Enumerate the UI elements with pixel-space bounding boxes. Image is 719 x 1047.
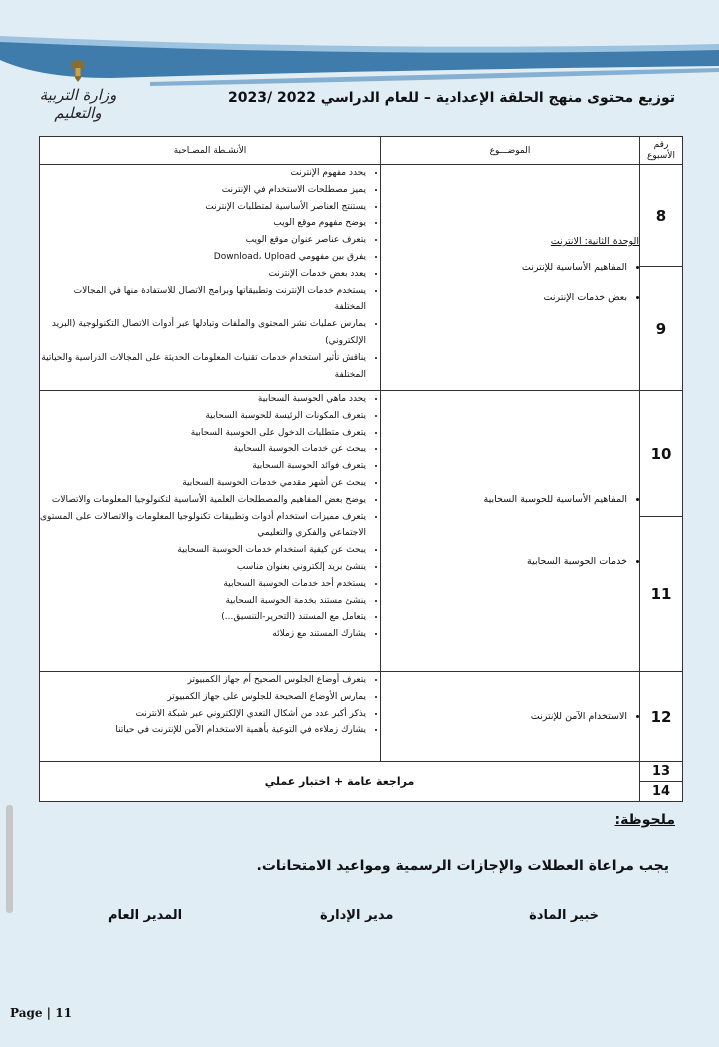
activity-item: • يبحث عن خدمات الحوسبة السحابية: [40, 441, 366, 458]
activity-item: • يتعامل مع المستند (التحرير-التنسيق...): [40, 609, 366, 626]
week-number: 13: [640, 762, 683, 782]
curriculum-table: [39, 136, 683, 802]
topic-cell: [381, 391, 640, 672]
activity-item: • يوضح مفهوم موقع الويب: [40, 215, 366, 232]
header-topic: الموضـــوع: [381, 137, 640, 165]
activity-item: • يمارس الأوضاع الصحيحة للجلوس على جهاز الكمبيوتر: [40, 689, 366, 706]
activity-item: • يبحث عن كيفية استخدام خدمات الحوسبة السحابية: [40, 542, 366, 559]
week-number: 9: [640, 267, 683, 391]
note-text: يجب مراعاة العطلات والإجازات الرسمية ومواعيد الامتحانات.: [256, 858, 669, 874]
activity-item: • يتعرف أوضاع الجلوس الصحيح أم جهاز الكمبيوتر: [40, 672, 366, 689]
activity-item: • يحدد مفهوم الإنترنت: [40, 165, 366, 182]
activity-item: • يستخدم أحد خدمات الحوسبة السحابية: [40, 576, 366, 593]
activity-item: • يفرق بين مفهومي Download، Upload: [40, 249, 366, 266]
signature-expert: خبير المادة: [529, 908, 599, 923]
signature-admin: مدير الإدارة: [320, 908, 394, 923]
note-label: ملحوظة:: [614, 812, 675, 828]
activities-cell: [40, 391, 381, 672]
activity-item: • يشارك المستند مع زملائه: [40, 626, 366, 643]
activity-item: • يشارك زملاءه في التوعية بأهمية الاستخدام الآمن للإنترنت في حياتنا: [40, 722, 366, 739]
header-week: رقم الأسبوع: [640, 137, 683, 165]
activities-cell: [40, 672, 381, 762]
activity-item: • يعدد بعض خدمات الإنترنت: [40, 266, 366, 283]
activity-item: • ينشئ مستند بخدمة الحوسبة السحابية: [40, 593, 366, 610]
activity-item: • يبحث عن أشهر مقدمي خدمات الحوسبة السحابية: [40, 475, 366, 492]
activity-item: • يميز مصطلحات الاستخدام في الإنترنت: [40, 182, 366, 199]
week-number: 12: [640, 672, 683, 762]
activity-item: • ينشئ بريد إلكتروني بعنوان مناسب: [40, 559, 366, 576]
activities-cell: [40, 165, 381, 391]
table-row: [40, 391, 683, 517]
topic-cell: [381, 672, 640, 762]
week-number: 10: [640, 391, 683, 517]
activity-item: • يتعرف فوائد الحوسبة السحابية: [40, 458, 366, 475]
topic-item: • بعض خدمات الإنترنت: [381, 289, 627, 307]
topic-item: • المفاهيم الأساسية للحوسبة السحابية: [381, 491, 627, 509]
topic-item: • خدمات الحوسبة السحابية: [381, 553, 627, 571]
side-bar-marker: [6, 805, 13, 913]
topic-item: • المفاهيم الأساسية للإنترنت: [381, 259, 627, 277]
activity-item: • يوضح بعض المفاهيم والمصطلحات العلمية الأساسية لتكنولوجيا المعلومات والاتصالات: [40, 492, 366, 509]
activity-item: • يتعرف متطلبات الدخول على الحوسبة السحابية: [40, 425, 366, 442]
table-row: [40, 672, 683, 762]
activity-item: • يمارس عمليات نشر المحتوى والملفات وتبادلها عبر أدوات الاتصال التكنولوجية (البريد الإلكتروني): [40, 316, 366, 350]
document-title: توزيع محتوى منهج الحلقة الإعدادية – للعام الدراسي 2022 /2023: [228, 90, 675, 106]
eagle-icon: [68, 56, 88, 84]
unit-title: الوحدة الثانية: الانترنت: [550, 236, 639, 247]
topic-cell: [381, 165, 640, 391]
table-header-row: [40, 137, 683, 165]
activity-item: • يناقش تأثير استخدام خدمات تقنيات المعلومات الحديثة على المجالات الدراسية والحياتية المختلفة: [40, 350, 366, 384]
review-cell: مراجعة عامة + اختبار عملي: [40, 762, 640, 802]
activity-item: • يستنتج العناصر الأساسية لمتطلبات الإنترنت: [40, 199, 366, 216]
topic-item: • الاستخدام الآمن للإنترنت: [381, 708, 627, 726]
activity-item: • يذكر أكبر عدد من أشكال التعدي الإلكتروني عبر شبكة الانترنت: [40, 706, 366, 723]
header-activities: الأنشـطة المصـاحبة: [40, 137, 381, 165]
activity-item: • يتعرف المكونات الرئيسة للحوسبة السحابية: [40, 408, 366, 425]
table-row: [40, 165, 683, 267]
page-number: Page | 11: [10, 1006, 72, 1020]
activity-item: • يتعرف مميزات استخدام أدوات وتطبيقات تكنولوجيا المعلومات والاتصالات على المستوى الاجتماعي والفكري والتعليمي: [40, 509, 366, 543]
activity-item: • يحدد ماهي الحوسبة السحابية: [40, 391, 366, 408]
signature-director: المدير العام: [108, 908, 183, 923]
week-number: 11: [640, 517, 683, 672]
emblem-text: وزارة التربية والتعليم: [39, 86, 117, 122]
activity-item: • يستخدم خدمات الإنترنت وتطبيقاتها وبرامج الاتصال للاستفادة منها في المجالات المختلفة: [40, 283, 366, 317]
week-number: 14: [640, 782, 683, 802]
week-number: 8: [640, 165, 683, 267]
activity-item: • يتعرف عناصر عنوان موقع الويب: [40, 232, 366, 249]
ministry-emblem: [38, 56, 118, 126]
table-row: [40, 762, 683, 782]
